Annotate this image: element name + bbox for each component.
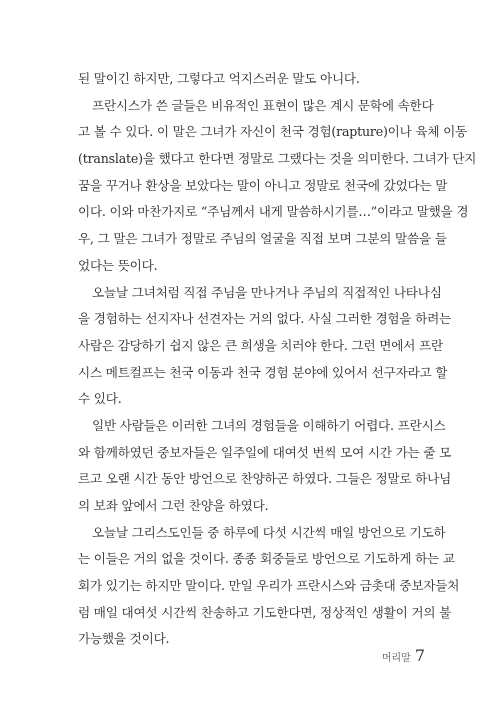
text-line: 와 함께하였던 중보자들은 일주일에 대여섯 번씩 모여 시간 가는 줄 모 bbox=[78, 444, 452, 460]
paragraph bbox=[78, 520, 460, 653]
text-line: 가능했을 것이다. bbox=[78, 631, 170, 647]
text-line: 된 말이긴 하지만, 그렇다고 억지스러운 말도 아니다. bbox=[78, 71, 360, 86]
paragraph bbox=[78, 413, 452, 520]
text-line: 고 볼 수 있다. 이 말은 그녀가 자신이 천국 경험(rapture)이나 육체 이동 bbox=[78, 124, 468, 140]
text-line: 우, 그 말은 그녀가 정말로 주님의 얼굴을 직접 보며 그분의 말씀을 들 bbox=[78, 231, 447, 247]
paragraph bbox=[78, 93, 477, 280]
text-line: 럼 매일 대여섯 시간씩 찬송하고 기도한다면, 정상적인 생활이 거의 불 bbox=[78, 604, 452, 620]
text-line: (translate)을 했다고 한다면 정말로 그랬다는 것을 의미한다. 그녀가 단지 bbox=[78, 151, 477, 167]
text-line: 프란시스가 쓴 글들은 비유적인 표현이 많은 계시 문학에 속한다 bbox=[92, 97, 434, 113]
body-text bbox=[78, 66, 477, 653]
paragraph bbox=[78, 280, 452, 413]
text-line: 오늘날 그녀처럼 직접 주님을 만나거나 주님의 직접적인 나타나심 bbox=[92, 284, 442, 300]
text-line: 의 보좌 앞에서 그런 찬양을 하였다. bbox=[78, 498, 269, 513]
text-line: 회가 있기는 하지만 말이다. 만일 우리가 프란시스와 금촛대 중보자들처 bbox=[78, 578, 460, 594]
text-line: 르고 오랜 시간 동안 방언으로 찬양하곤 하였다. 그들은 정말로 하나님 bbox=[78, 471, 452, 487]
text-line: 꿈을 꾸거나 환상을 보았다는 말이 아니고 정말로 천국에 갔었다는 말 bbox=[78, 177, 448, 193]
text-line: 는 이들은 거의 없을 것이다. 종종 회중들로 방언으로 기도하게 하는 교 bbox=[78, 551, 455, 567]
paragraph bbox=[78, 66, 424, 93]
page-footer bbox=[382, 646, 425, 665]
text-line: 었다는 뜻이다. bbox=[78, 257, 158, 273]
text-line: 오늘날 그리스도인들 중 하루에 다섯 시간씩 매일 방언으로 기도하 bbox=[92, 524, 446, 540]
text-line: 을 경험하는 선지자나 선견자는 거의 없다. 사실 그러한 경험을 하려는 bbox=[78, 311, 452, 327]
page-number: 7 bbox=[414, 646, 425, 665]
text-line: 이다. 이와 마찬가지로 “주님께서 내게 말씀하시기를…”이라고 말했을 경 bbox=[78, 204, 469, 220]
running-footer-label: 머리말 bbox=[381, 653, 411, 664]
text-line: 일반 사람들은 이러한 그녀의 경험들을 이해하기 어렵다. 프란시스 bbox=[92, 417, 446, 433]
text-line: 수 있다. bbox=[78, 391, 122, 407]
text-line: 시스 메트컬프는 천국 이동과 천국 경험 분야에 있어서 선구자라고 할 bbox=[78, 364, 448, 380]
text-line: 사람은 감당하기 쉽지 않은 큰 희생을 치러야 한다. 그런 면에서 프란 bbox=[78, 337, 443, 353]
